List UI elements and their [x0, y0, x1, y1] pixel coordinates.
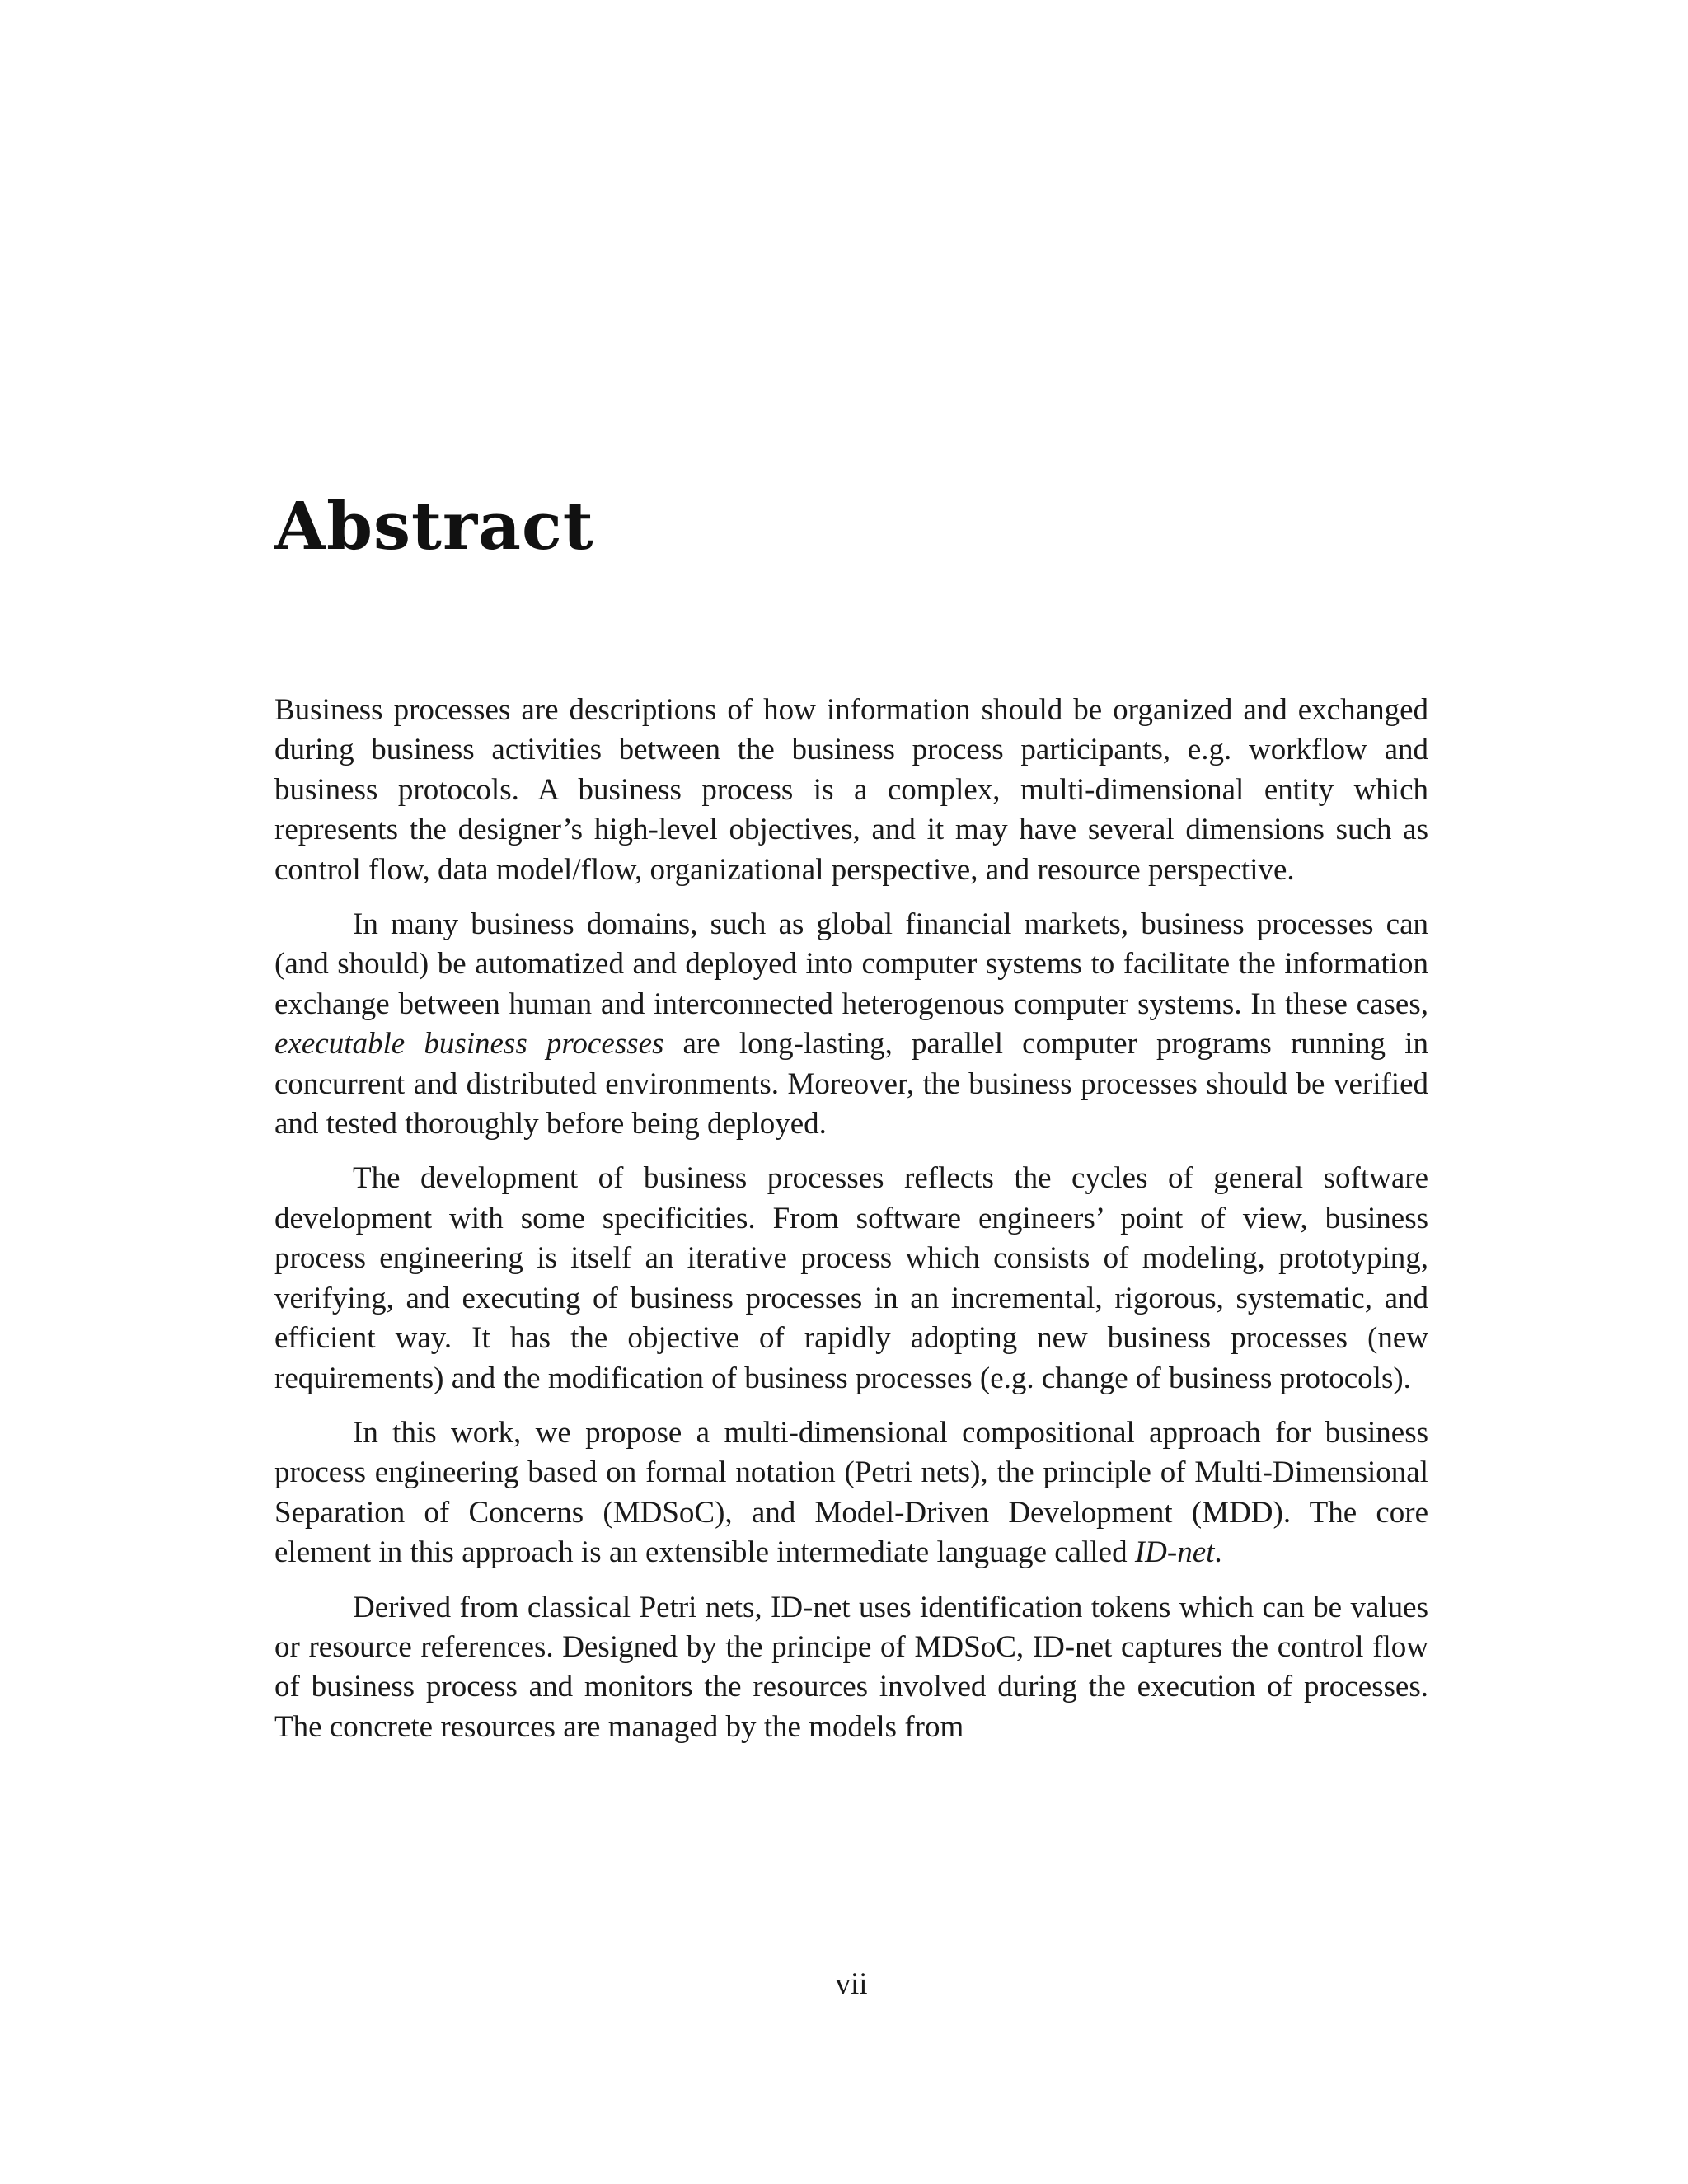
paragraph-2 [274, 905, 1428, 1144]
text-run: are long-lasting, parallel computer programs running in concurrent and distributed environments. Moreover, the business processes should be verified and tested thoroughly before being deployed. [274, 1027, 1428, 1141]
text-run: . [1214, 1535, 1222, 1570]
italic-term: ID-net [1134, 1535, 1215, 1570]
text-run: Derived from classical Petri nets, ID-net uses identification tokens which can be values or resource references. Designed by the principe of MDSoC, ID-net captures the control flow of business process and monitors the resources involved during the execution of processes. The concrete resources are managed by the models from [274, 1590, 1428, 1744]
italic-term: executable business processes [274, 1027, 664, 1062]
page-number: vii [835, 1967, 868, 2001]
abstract-body [274, 691, 1428, 1762]
text-run: In many business domains, such as global financial markets, business processes can (and should) be automatized and deployed into computer systems to facilitate the information exchange between human and interconnected heterogenous computer systems. In these cases, [274, 907, 1428, 1021]
document-page [274, 0, 1428, 2184]
section-heading: Abstract [274, 487, 594, 565]
text-run: Business processes are descriptions of how information should be organized and exchanged during business activities between the business process participants, e.g. workflow and business protocols. A business process is a complex, multi-dimensional entity which represents the designer’s high-level objectives, and it may have several dimensions such as control flow, data model/flow, organizational perspective, and resource perspective. [274, 693, 1428, 887]
text-run: In this work, we propose a multi-dimensional compositional approach for business process engineering based on formal notation (Petri nets), the principle of Multi-Dimensional Separation of Concerns (MDSoC), and Model-Driven Development (MDD). The core element in this approach is an extensible intermediate language called [274, 1415, 1428, 1570]
text-run: The development of business processes reflects the cycles of general software development with some specificities. From software engineers’ point of view, business process engineering is itself an iterative process which consists of modeling, prototyping, verifying, and executing of business processes in an incremental, rigorous, systematic, and efficient way. It has the objective of rapidly adopting new business processes (new requirements) and the modification of business processes (e.g. change of business protocols). [274, 1161, 1428, 1395]
paragraph-3 [274, 1159, 1428, 1398]
paragraph-5 [274, 1588, 1428, 1748]
paragraph-4 [274, 1413, 1428, 1573]
paragraph-1 [274, 691, 1428, 890]
